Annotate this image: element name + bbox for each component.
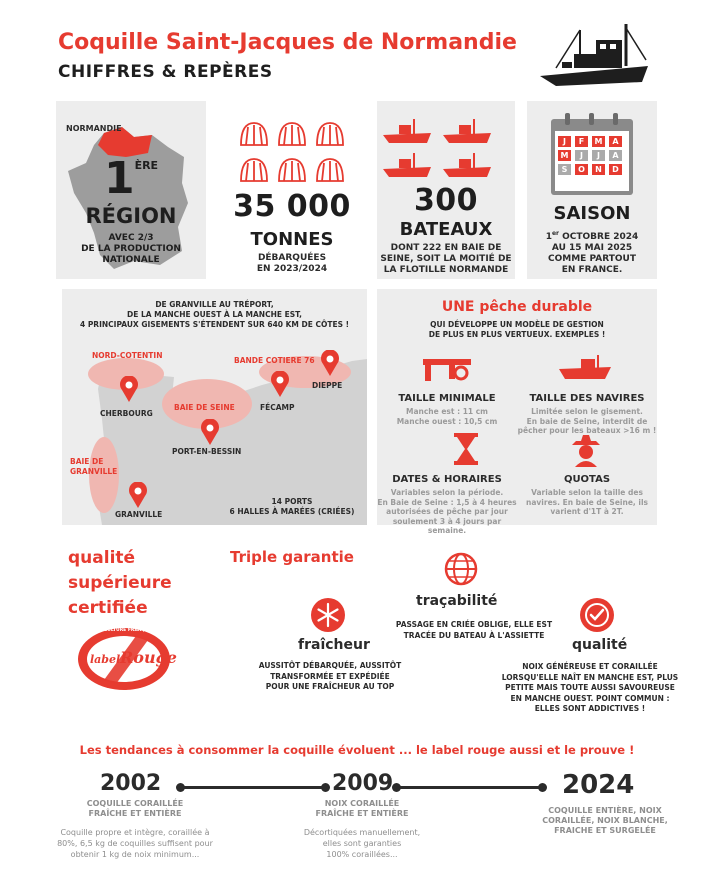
zone-bande-cotiere: BANDE COTIERE 76 <box>234 356 315 365</box>
zone-baie-seine: BAIE DE SEINE <box>174 403 235 412</box>
check-badge-icon <box>579 597 615 633</box>
timeline-sub-line: FRAÎCHE ET ENTIÈRE <box>315 809 409 818</box>
zone-line: GRANVILLE <box>70 467 118 476</box>
month-cell: M <box>558 150 571 161</box>
pin-icon <box>119 376 139 402</box>
timeline-desc-line: elles sont garanties <box>322 839 402 848</box>
fishing-boat-icon <box>536 20 656 90</box>
tracabilite-desc <box>384 620 564 641</box>
region-desc-line: AVEC 2/3 <box>108 233 154 243</box>
fraicheur-title: fraîcheur <box>298 637 370 653</box>
pin-icon <box>128 482 148 508</box>
zone-line: BAIE DE <box>70 457 104 466</box>
boats-desc-line: DONT 222 EN BAIE DE <box>390 243 502 253</box>
region-desc-line: NATIONALE <box>102 255 160 265</box>
desc-line: autorisées de pêche par jour <box>386 507 508 516</box>
peche-title <box>377 299 657 315</box>
page-subtitle: CHIFFRES & REPÈRES <box>58 62 273 82</box>
timeline-desc <box>35 827 235 860</box>
desc-line: En Baie de Seine : 1,5 à 4 heures <box>377 497 517 507</box>
normandie-label: NORMANDIE <box>66 124 122 133</box>
port-dieppe: DIEPPE <box>312 381 343 390</box>
peche-intro-line: DE PLUS EN PLUS VERTUEUX. EXEMPLES ! <box>428 330 606 339</box>
trawler-icon <box>557 355 613 381</box>
taille-min-title: TAILLE MINIMALE <box>398 393 496 404</box>
map-panel <box>62 289 367 525</box>
timeline-desc-line: Décortiquées manuellement, <box>303 828 421 837</box>
desc-line: TRACÉE DU BATEAU À L'ASSIETTE <box>403 630 545 640</box>
timeline-dot <box>176 783 185 792</box>
month-cell: O <box>575 164 588 175</box>
desc-line: PETITE MAIS TOUTE AUSSI SAVOUREUSE <box>505 683 675 692</box>
rank-suffix: ÈRE <box>134 159 159 172</box>
map-footer-line: 6 HALLES À MARÉES (CRIÉES) <box>229 507 355 516</box>
timeline-desc-line: obtenir 1 kg de noix minimum... <box>70 850 200 859</box>
port-granville: GRANVILLE <box>115 510 163 519</box>
season-desc-line: EN FRANCE. <box>561 265 623 275</box>
month-cell: D <box>609 164 622 175</box>
desc-line: varient d'1T à 2T. <box>550 507 624 516</box>
caliper-icon <box>421 353 473 383</box>
region-rank <box>56 153 206 204</box>
tracabilite-title: traçabilité <box>416 593 498 609</box>
tonnes-value: 35 000 <box>233 189 351 224</box>
month-cell: S <box>558 164 571 175</box>
boats-icon <box>381 119 511 181</box>
quotas-desc <box>517 488 657 517</box>
desc-line: TRANSFORMÉE ET EXPÉDIÉE <box>270 671 390 681</box>
boats-panel <box>377 101 515 279</box>
label-rouge-badge <box>76 626 177 692</box>
triple-garantie-title: Triple garantie <box>230 548 354 566</box>
peche-panel <box>377 289 657 535</box>
timeline-desc-line: Coquille propre et intègre, coraillée à <box>60 828 210 837</box>
timeline-subtitle <box>55 799 215 819</box>
scallop-shells-icon <box>237 119 357 191</box>
boats-desc <box>377 243 515 276</box>
timeline-connector <box>396 786 542 789</box>
region-word: RÉGION <box>85 204 177 228</box>
timeline-desc-line: 80%, 6,5 kg de coquilles suffisent pour <box>57 839 213 848</box>
season-desc-line: COMME PARTOUT <box>548 254 636 264</box>
timeline-dot <box>392 783 401 792</box>
timeline-sub-line: FRAÎCHE ET ENTIÈRE <box>88 809 182 818</box>
timeline-desc-line: 100% coraillées... <box>326 850 398 859</box>
map-intro-line: 4 PRINCIPAUX GISEMENTS S'ÉTENDENT SUR 640 KM DE CÔTES ! <box>79 320 350 329</box>
month-cell: M <box>592 136 605 147</box>
taille-navires-title: TAILLE DES NAVIRES <box>529 393 645 404</box>
snowflake-icon <box>310 597 346 633</box>
boats-value: 300 <box>413 183 479 218</box>
timeline-sub-line: COQUILLE ENTIÈRE, NOIX <box>548 806 662 815</box>
timeline-year: 2002 <box>100 771 162 796</box>
map-intro <box>62 300 367 330</box>
quality-heading-line: certifiée <box>68 598 148 618</box>
dates-title: DATES & HORAIRES <box>392 474 502 485</box>
zone-baie-granville <box>70 457 117 477</box>
timeline-connector <box>180 786 326 789</box>
season-desc <box>527 228 657 276</box>
month-cell: N <box>592 164 605 175</box>
hourglass-icon <box>453 433 479 465</box>
timeline-subtitle <box>282 799 442 819</box>
timeline-sub-line: NOIX CORAILLÉE <box>324 799 400 808</box>
region-panel <box>56 101 206 279</box>
desc-line: Manche ouest : 10,5 cm <box>396 416 498 426</box>
dates-desc <box>377 488 517 536</box>
desc-line: En baie de Seine, interdit de <box>526 416 648 426</box>
desc-line: NOIX GÉNÉREUSE ET CORAILLÉE <box>522 662 658 671</box>
badge-rouge-text: Rouge <box>120 648 177 667</box>
boats-unit: BATEAUX <box>399 219 493 240</box>
port-fecamp: FÉCAMP <box>260 403 295 412</box>
region-desc <box>56 233 206 266</box>
boats-desc-line: SEINE, SOIT LA MOITIÉ DE <box>380 254 512 264</box>
tonnes-desc <box>217 253 367 275</box>
tonnes-desc-line: DÉBARQUÉES <box>257 253 327 263</box>
badge-label-text: label <box>90 653 121 666</box>
map-footer-line: 14 PORTS <box>271 497 313 506</box>
calendar-icon <box>551 119 633 195</box>
desc-line: pêcher pour les bateaux >16 m ! <box>517 426 657 435</box>
timeline-sub-line: CORAILLÉE, NOIX BLANCHE, <box>542 816 668 825</box>
desc-line: POUR UNE FRAÎCHEUR AU TOP <box>265 682 395 691</box>
season-sup: er <box>551 230 559 237</box>
desc-line: soulement 3 à 4 jours par semaine. <box>392 516 502 535</box>
desc-line: Manche est : 11 cm <box>405 407 488 416</box>
desc-line: PASSAGE EN CRIÉE OBLIGE, ELLE EST <box>395 620 553 629</box>
timeline-dot <box>321 783 330 792</box>
map-intro-line: DE LA MANCHE OUEST À LA MANCHE EST, <box>126 310 303 319</box>
port-cherbourg: CHERBOURG <box>100 409 153 418</box>
timeline-dot <box>538 783 547 792</box>
map-footer <box>222 497 362 517</box>
month-cell: A <box>609 150 622 161</box>
quality-heading-line: supérieure <box>68 573 172 593</box>
calendar-ring <box>589 113 594 125</box>
calendar-ring <box>565 113 570 125</box>
desc-line: Variable selon la taille des <box>531 488 643 497</box>
season-panel <box>527 101 657 279</box>
season-date: OCTOBRE 2024 <box>558 232 639 242</box>
map-intro-line: DE GRANVILLE AU TRÉPORT, <box>155 300 274 309</box>
timeline-sub-line: COQUILLE CORAILLÉE <box>86 799 184 808</box>
tonnes-panel <box>217 101 367 279</box>
timeline-headline: Les tendances à consommer la coquille évoluent ... le label rouge aussi et le prouve ! <box>79 743 635 757</box>
qualite-title: qualité <box>572 637 628 653</box>
peche-title-part: UNE <box>441 299 475 315</box>
desc-line: ELLES SONT ADDICTIVES ! <box>534 704 646 713</box>
month-cell: J <box>558 136 571 147</box>
fraicheur-desc <box>240 661 420 693</box>
page-title: Coquille Saint-Jacques de Normandie <box>58 30 517 55</box>
season-desc-line: AU 15 MAI 2025 <box>551 243 633 253</box>
desc-line: EN MANCHE OUEST. POINT COMMUN : <box>510 693 670 703</box>
tonnes-desc-line: EN 2023/2024 <box>256 264 328 274</box>
season-day: 1 <box>545 232 552 242</box>
quotas-title: QUOTAS <box>563 474 611 485</box>
zone-nord-cotentin: NORD-COTENTIN <box>92 351 163 360</box>
fisherman-icon <box>571 435 601 467</box>
month-cell: J <box>575 150 588 161</box>
peche-title-part: pêche durable <box>474 299 593 315</box>
peche-intro-line: QUI DÉVELOPPE UN MODÈLE DE GESTION <box>430 320 604 329</box>
quality-heading-line: qualité <box>68 548 136 568</box>
pin-icon <box>200 419 220 445</box>
desc-line: Limitée selon le gisement. <box>531 407 643 416</box>
season-desc-line <box>527 228 657 243</box>
rank-number: 1 <box>103 153 135 204</box>
timeline-desc <box>282 827 442 860</box>
port-port-en-bessin: PORT-EN-BESSIN <box>172 447 242 456</box>
month-cell: A <box>609 136 622 147</box>
pin-icon <box>270 371 290 397</box>
desc-line: LORSQU'ELLE NAÎT EN MANCHE EST, PLUS <box>501 672 679 682</box>
peche-intro <box>377 320 657 340</box>
qualite-desc <box>495 662 685 715</box>
boats-desc-line: LA FLOTILLE NORMANDE <box>383 265 509 275</box>
desc-line: Variables selon la période. <box>390 488 504 497</box>
quality-heading <box>68 546 172 621</box>
month-cell: F <box>575 136 588 147</box>
taille-navires-desc <box>517 407 657 436</box>
desc-line: AUSSITÔT DÉBARQUÉE, AUSSITÔT <box>258 661 402 670</box>
timeline-subtitle <box>520 806 690 836</box>
season-label: SAISON <box>553 203 631 224</box>
region-desc-line: DE LA PRODUCTION <box>81 244 181 254</box>
desc-line: navires. En baie de Seine, ils <box>526 497 648 507</box>
timeline-year: 2009 <box>332 771 394 796</box>
taille-min-desc <box>377 407 517 426</box>
month-cell: J <box>592 150 605 161</box>
badge-ring-text: AGRICULTURE FRANÇAISE <box>91 628 157 633</box>
globe-icon <box>444 552 478 586</box>
calendar-ring <box>613 113 618 125</box>
timeline-year: 2024 <box>562 770 635 800</box>
pin-icon <box>320 350 340 376</box>
tonnes-unit: TONNES <box>250 229 334 250</box>
timeline-sub-line: FRAICHE ET SURGELÉE <box>554 826 656 835</box>
